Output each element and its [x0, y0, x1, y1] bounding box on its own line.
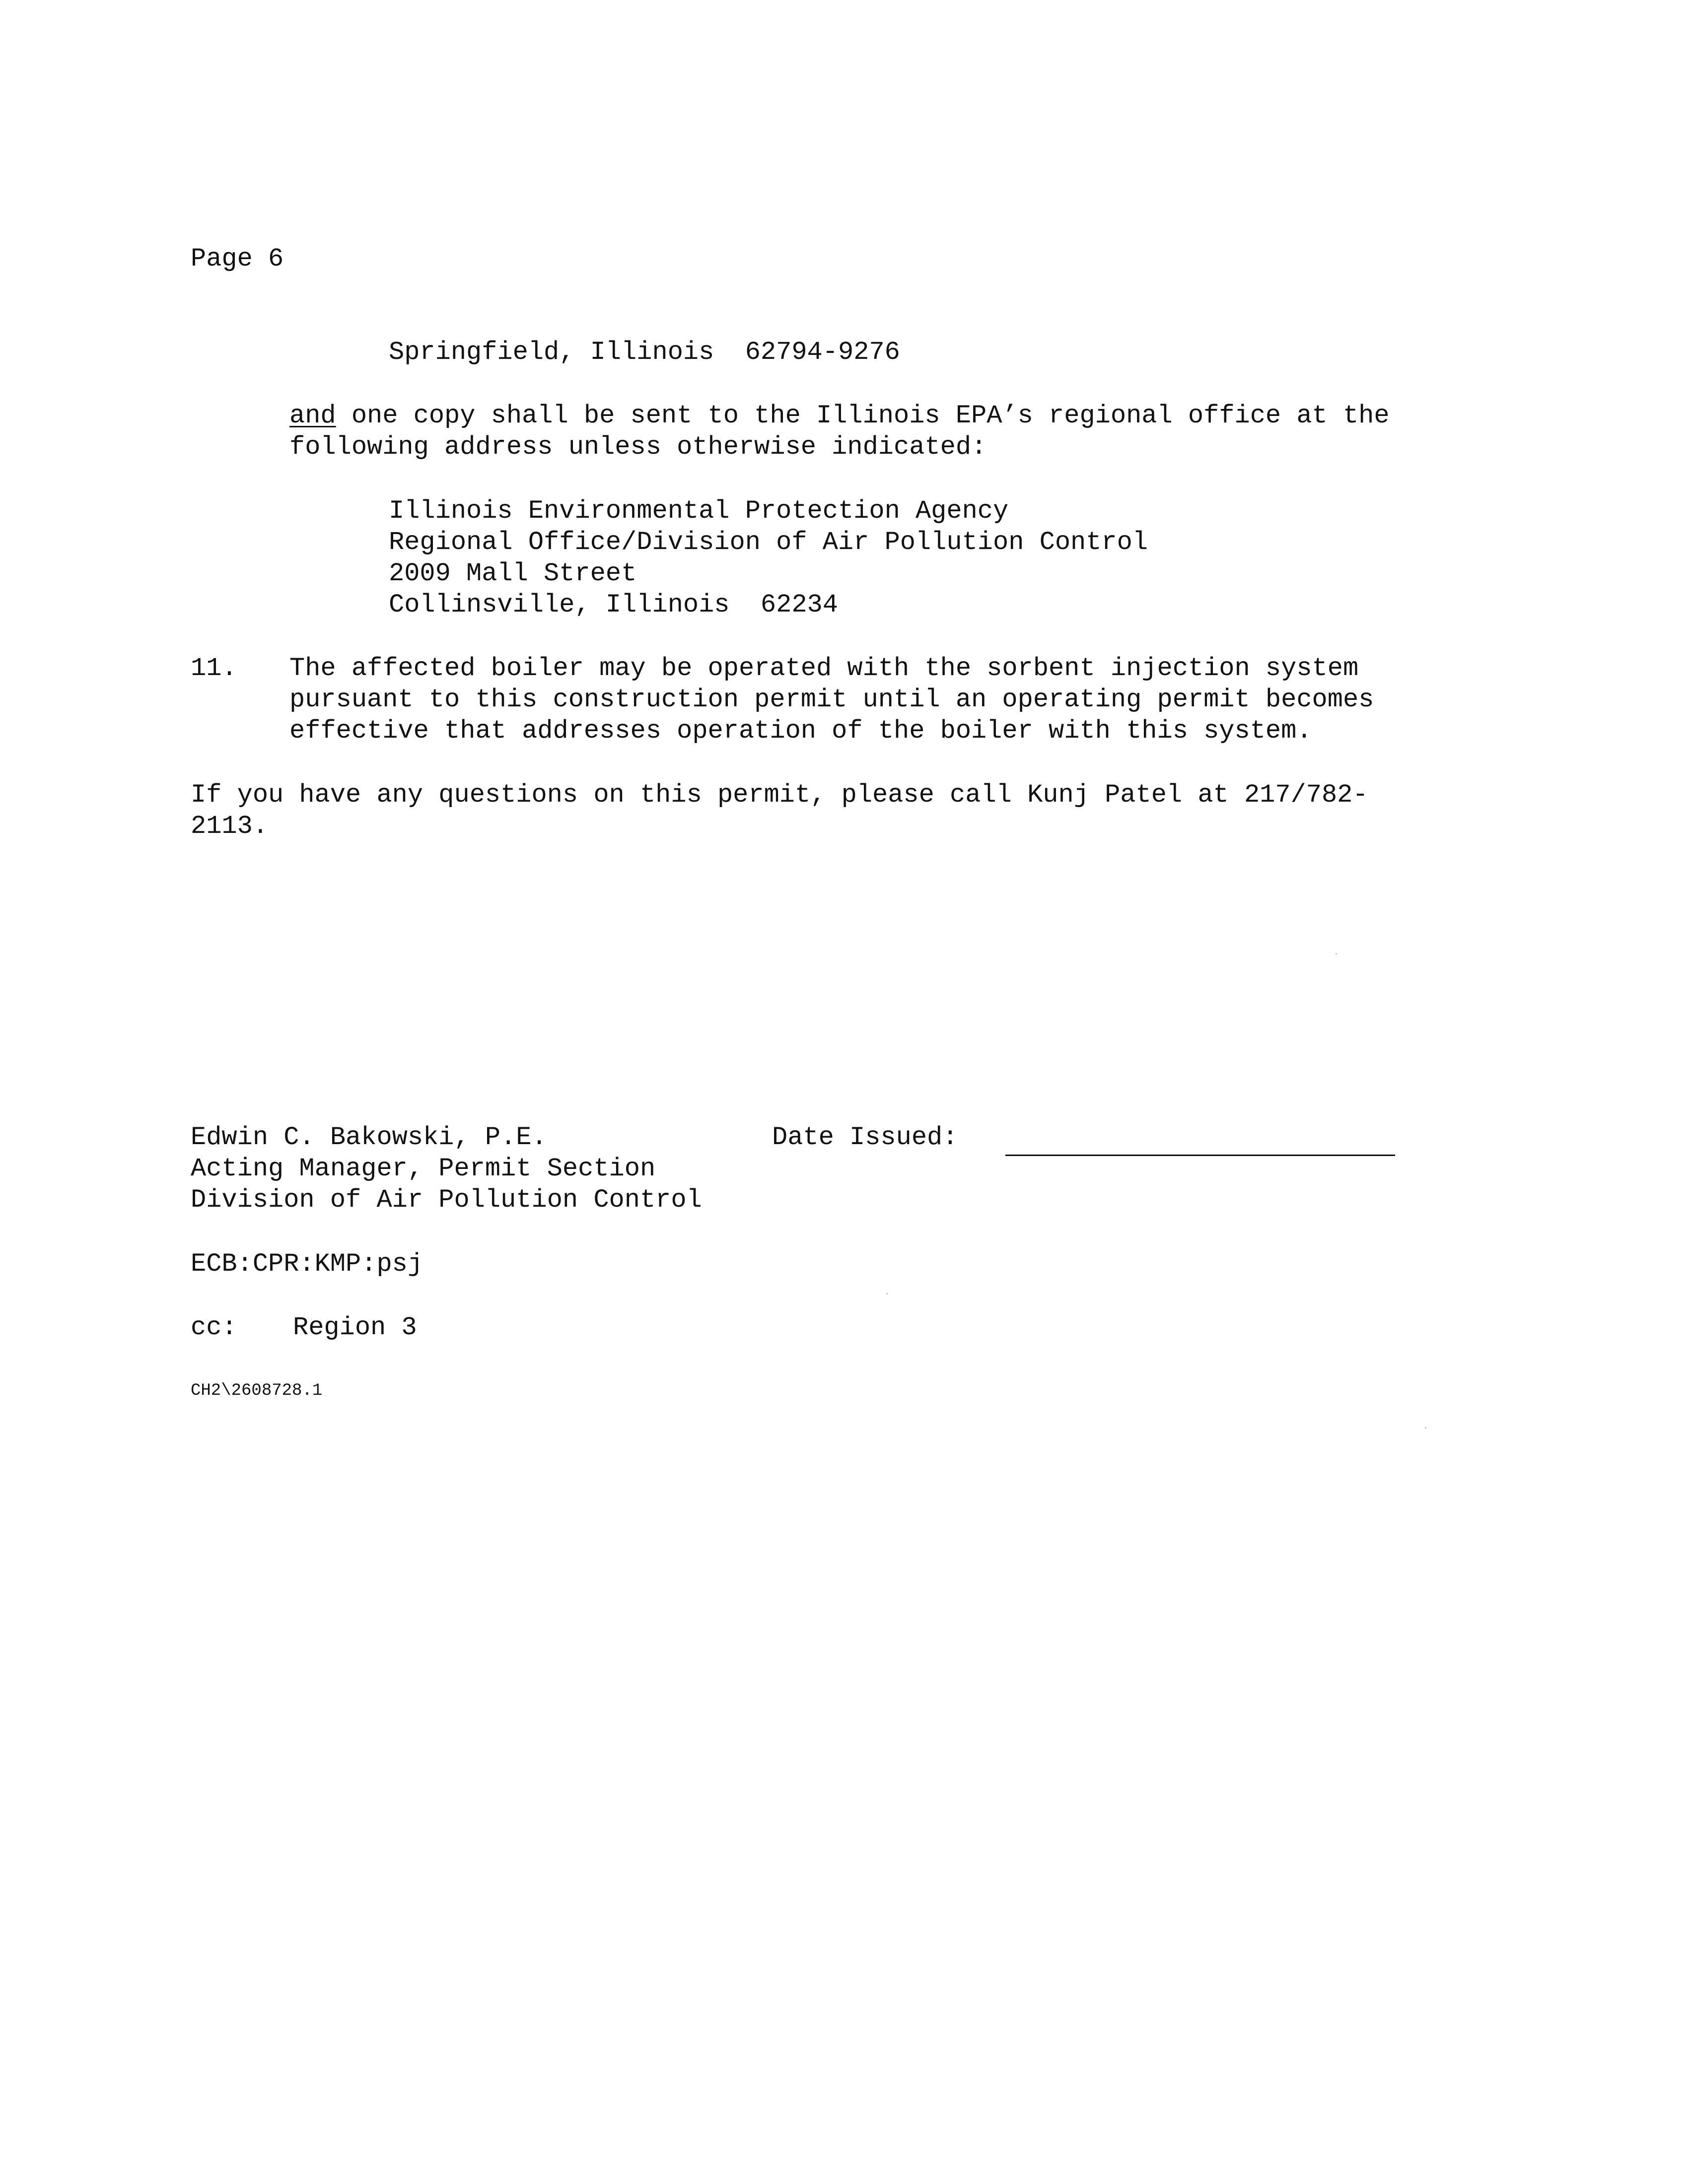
signer-title: Acting Manager, Permit Section — [191, 1154, 656, 1183]
paragraph-line-1-rest: one copy shall be sent to the Illinois EPA’s regional office at the — [336, 401, 1390, 430]
date-issued-blank-line — [1005, 1155, 1395, 1156]
cc-recipient: Region 3 — [293, 1313, 417, 1342]
closing-line-1: If you have any questions on this permit, please call Kunj Patel at 217/782- — [191, 780, 1368, 810]
cc-label: cc: — [191, 1313, 237, 1342]
scan-speck — [1425, 1427, 1426, 1429]
regional-address-line-4: Collinsville, Illinois 62234 — [389, 590, 838, 619]
reference-initials: ECB:CPR:KMP:psj — [191, 1249, 423, 1279]
item-11-line-1: The affected boiler may be operated with the sorbent injection system — [289, 654, 1359, 683]
item-11-line-3: effective that addresses operation of the boiler with this system. — [289, 716, 1312, 746]
signer-division: Division of Air Pollution Control — [191, 1185, 702, 1215]
scan-speck — [1336, 953, 1337, 955]
item-11-line-2: pursuant to this construction permit until an operating permit becomes — [289, 685, 1374, 714]
document-id: CH2\2608728.1 — [191, 1381, 323, 1400]
closing-line-2: 2113. — [191, 812, 269, 841]
signer-name: Edwin C. Bakowski, P.E. — [191, 1123, 547, 1152]
paragraph-line-1 — [289, 400, 1390, 431]
page-number: Page 6 — [191, 244, 284, 273]
scan-speck — [886, 1293, 888, 1295]
regional-address-line-2: Regional Office/Division of Air Pollution Control — [389, 528, 1148, 557]
underlined-and: and — [289, 401, 336, 430]
date-issued-label: Date Issued: — [772, 1123, 958, 1152]
item-11-number: 11. — [191, 654, 237, 683]
regional-address-line-3: 2009 Mall Street — [389, 559, 637, 588]
address-city-line: Springfield, Illinois 62794-9276 — [389, 338, 900, 367]
paragraph-line-2: following address unless otherwise indicated: — [289, 432, 987, 462]
regional-address-line-1: Illinois Environmental Protection Agency — [389, 496, 1009, 526]
